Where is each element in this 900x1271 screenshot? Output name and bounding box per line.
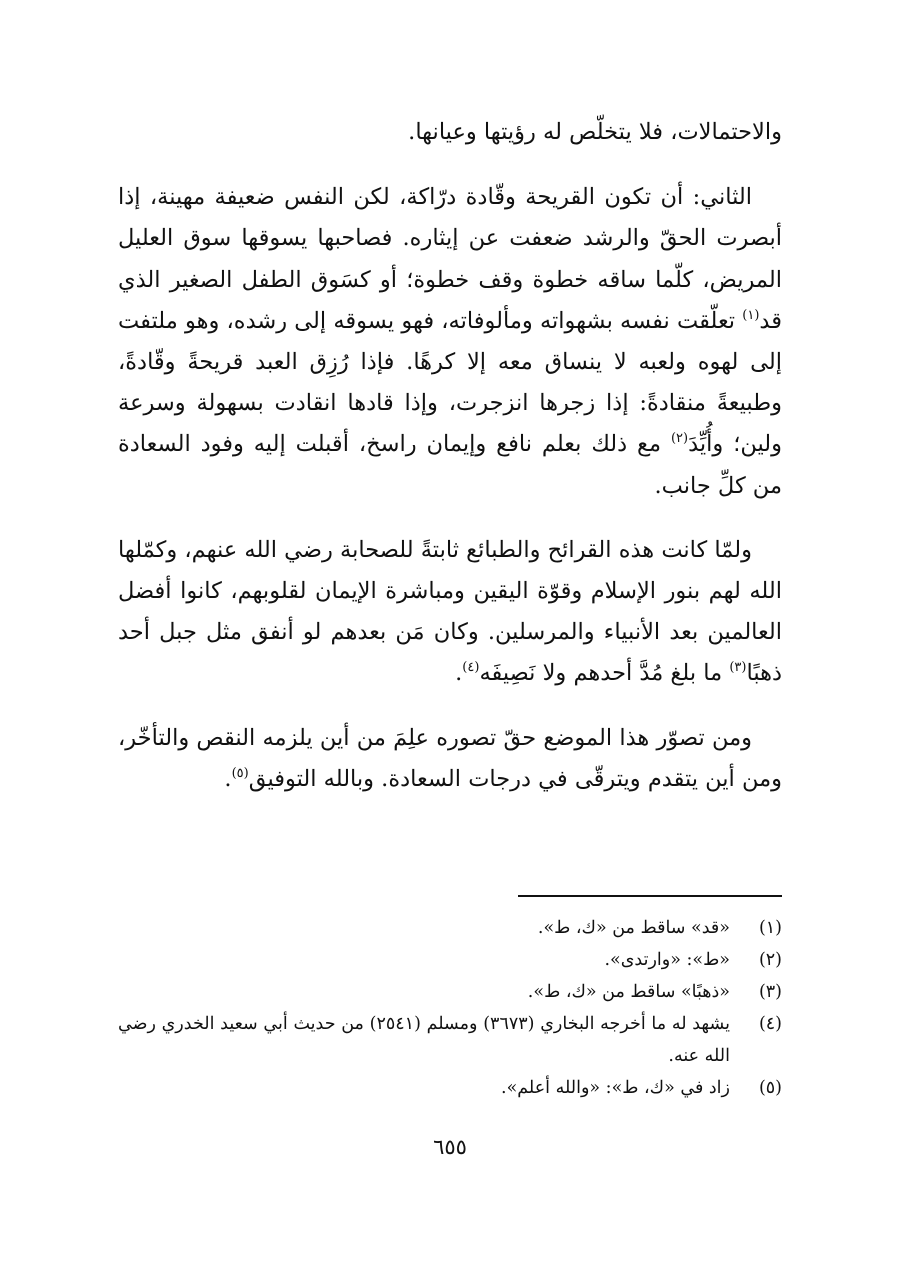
footnote-number: (٥)	[758, 1078, 782, 1098]
footnote-2	[118, 944, 782, 976]
paragraph-2-text-b: تعلّقت نفسه بشهواته ومألوفاته، فهو يسوقه إلى رشده، وهو ملتفت إلى لهوه ولعبه لا ينساق معه إلا كرهًا. فإذا رُزِق العبد قريحةً وقّادةً، وطبيعةً منقادةً: إذا زجرها انزجرت، وإذا قادها انقادت بسهولة وسرعة ولين؛ وأُيِّدَ	[118, 307, 782, 458]
footnote-ref-4[interactable]: (٤)	[462, 660, 480, 676]
footnote-text: زاد في «ك، ط»: «والله أعلم».	[501, 1078, 730, 1098]
paragraph-4	[118, 718, 782, 800]
footnote-text: «ذهبًا» ساقط من «ك، ط».	[527, 982, 730, 1002]
footnote-number: (٣)	[758, 982, 782, 1002]
footnote-ref-1[interactable]: (١)	[742, 307, 760, 323]
main-text	[118, 112, 782, 823]
paragraph-3-text-c: .	[455, 660, 463, 687]
paragraph-2-text-a: الثاني: أن تكون القريحة وقّادة درّاكة، لكن النفس ضعيفة مهينة، إذا أبصرت الحقّ والرشد ضعفت عن إيثاره. فصاحبها يسوقها سوق العليل المريض، كلّما ساقه خطوة وقف خطوة؛ أو كسَوق الطفل الصغير الذي قد	[118, 184, 782, 334]
paragraph-2	[118, 177, 782, 507]
paragraph-1-text: والاحتمالات، فلا يتخلّص له رؤيتها وعيانها.	[408, 119, 782, 145]
paragraph-4-text-a: ومن تصوّر هذا الموضع حقّ تصوره علِمَ من أين يلزمه النقص والتأخّر، ومن أين يتقدم ويترقّى في درجات السعادة. وبالله التوفيق	[118, 724, 782, 792]
paragraph-2-text-c: مع ذلك بعلم نافع وإيمان راسخ، أقبلت إليه وفود السعادة من كلِّ جانب.	[118, 431, 782, 499]
paragraph-1	[118, 112, 782, 153]
footnote-number: (٢)	[758, 950, 782, 970]
footnote-4	[118, 1008, 782, 1072]
footnote-text: «ط»: «وارتدى».	[604, 950, 730, 970]
footnote-text: يشهد له ما أخرجه البخاري (٣٦٧٣) ومسلم (٢٥٤١) من حديث أبي سعيد الخدري رضي الله عنه.	[118, 1014, 730, 1066]
paragraph-4-text-b: .	[224, 765, 232, 792]
footnote-text: «قد» ساقط من «ك، ط».	[537, 918, 730, 938]
paragraph-3-text-a: ولمّا كانت هذه القرائح والطبائع ثابتةً للصحابة رضي الله عنهم، وكمّلها الله لهم بنور الإسلام وقوّة اليقين ومباشرة الإيمان لقلوبهم، كانوا أفضل العالمين بعد الأنبياء والمرسلين. وكان مَن بعدهم لو أنفق مثل جبل أحد ذهبًا	[118, 536, 783, 687]
footnote-ref-3[interactable]: (٣)	[729, 660, 747, 676]
footnote-5	[118, 1072, 782, 1104]
footnote-3	[118, 976, 782, 1008]
footnote-ref-2[interactable]: (٢)	[670, 431, 689, 447]
footnote-ref-5[interactable]: (٥)	[231, 765, 249, 781]
paragraph-3	[118, 530, 782, 695]
footnote-separator	[518, 895, 782, 897]
footnotes	[118, 912, 782, 1104]
footnote-number: (١)	[758, 918, 782, 938]
paragraph-3-text-b: ما بلغ مُدَّ أحدهم ولا نَصِيفَه	[479, 660, 730, 687]
page-number: ٦٥٥	[433, 1135, 467, 1159]
footnote-number: (٤)	[758, 1014, 782, 1034]
footnote-1	[118, 912, 782, 944]
